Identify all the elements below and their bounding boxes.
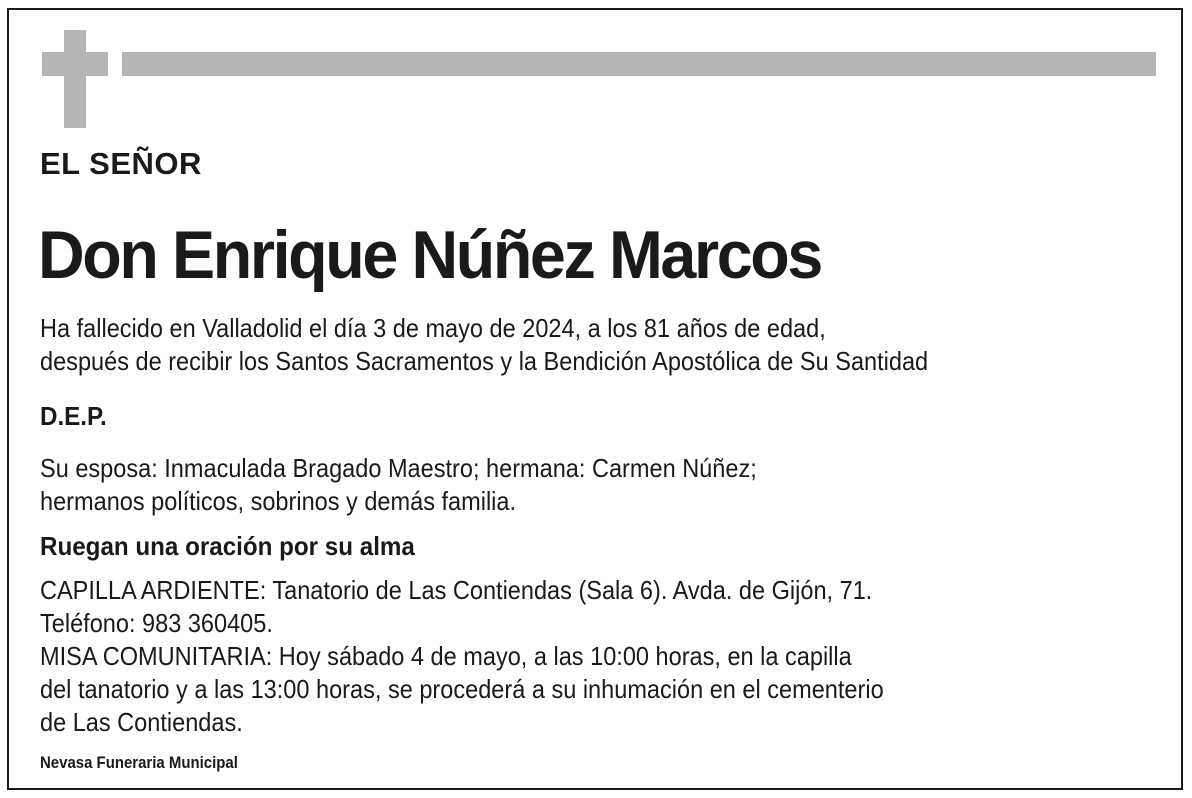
funeral-home-name: Nevasa Funeraria Municipal [40,753,238,772]
services-line: CAPILLA ARDIENTE: Tanatorio de Las Contiendas (Sala 6). Avda. de Gijón, 71. [40,575,873,605]
cross-icon-crossbar [42,52,108,76]
announcement-text [40,312,928,378]
title-el-senor: EL SEÑOR [40,146,202,181]
announcement-line: Ha fallecido en Valladolid el día 3 de mayo de 2024, a los 81 años de edad, [40,313,826,343]
services-line: MISA COMUNITARIA: Hoy sábado 4 de mayo, a las 10:00 horas, en la capilla [40,641,852,671]
family-text [40,452,757,518]
family-line: Su esposa: Inmaculada Bragado Maestro; hermana: Carmen Núñez; [40,453,757,483]
header-rule [122,52,1156,76]
announcement-line: después de recibir los Santos Sacramentos y la Bendición Apostólica de Su Santidad [40,346,929,376]
services-line: Teléfono: 983 360405. [40,608,273,638]
services-line: del tanatorio y a las 13:00 horas, se procederá a su inhumación en el cementerio [40,674,884,704]
deceased-name: Don Enrique Núñez Marcos [38,217,821,293]
cross-icon [64,30,86,128]
services-line: de Las Contiendas. [40,707,243,737]
rip-label: D.E.P. [40,401,107,431]
family-line: hermanos políticos, sobrinos y demás familia. [40,486,517,516]
services-text [40,574,884,739]
prayer-request: Ruegan una oración por su alma [40,531,415,561]
